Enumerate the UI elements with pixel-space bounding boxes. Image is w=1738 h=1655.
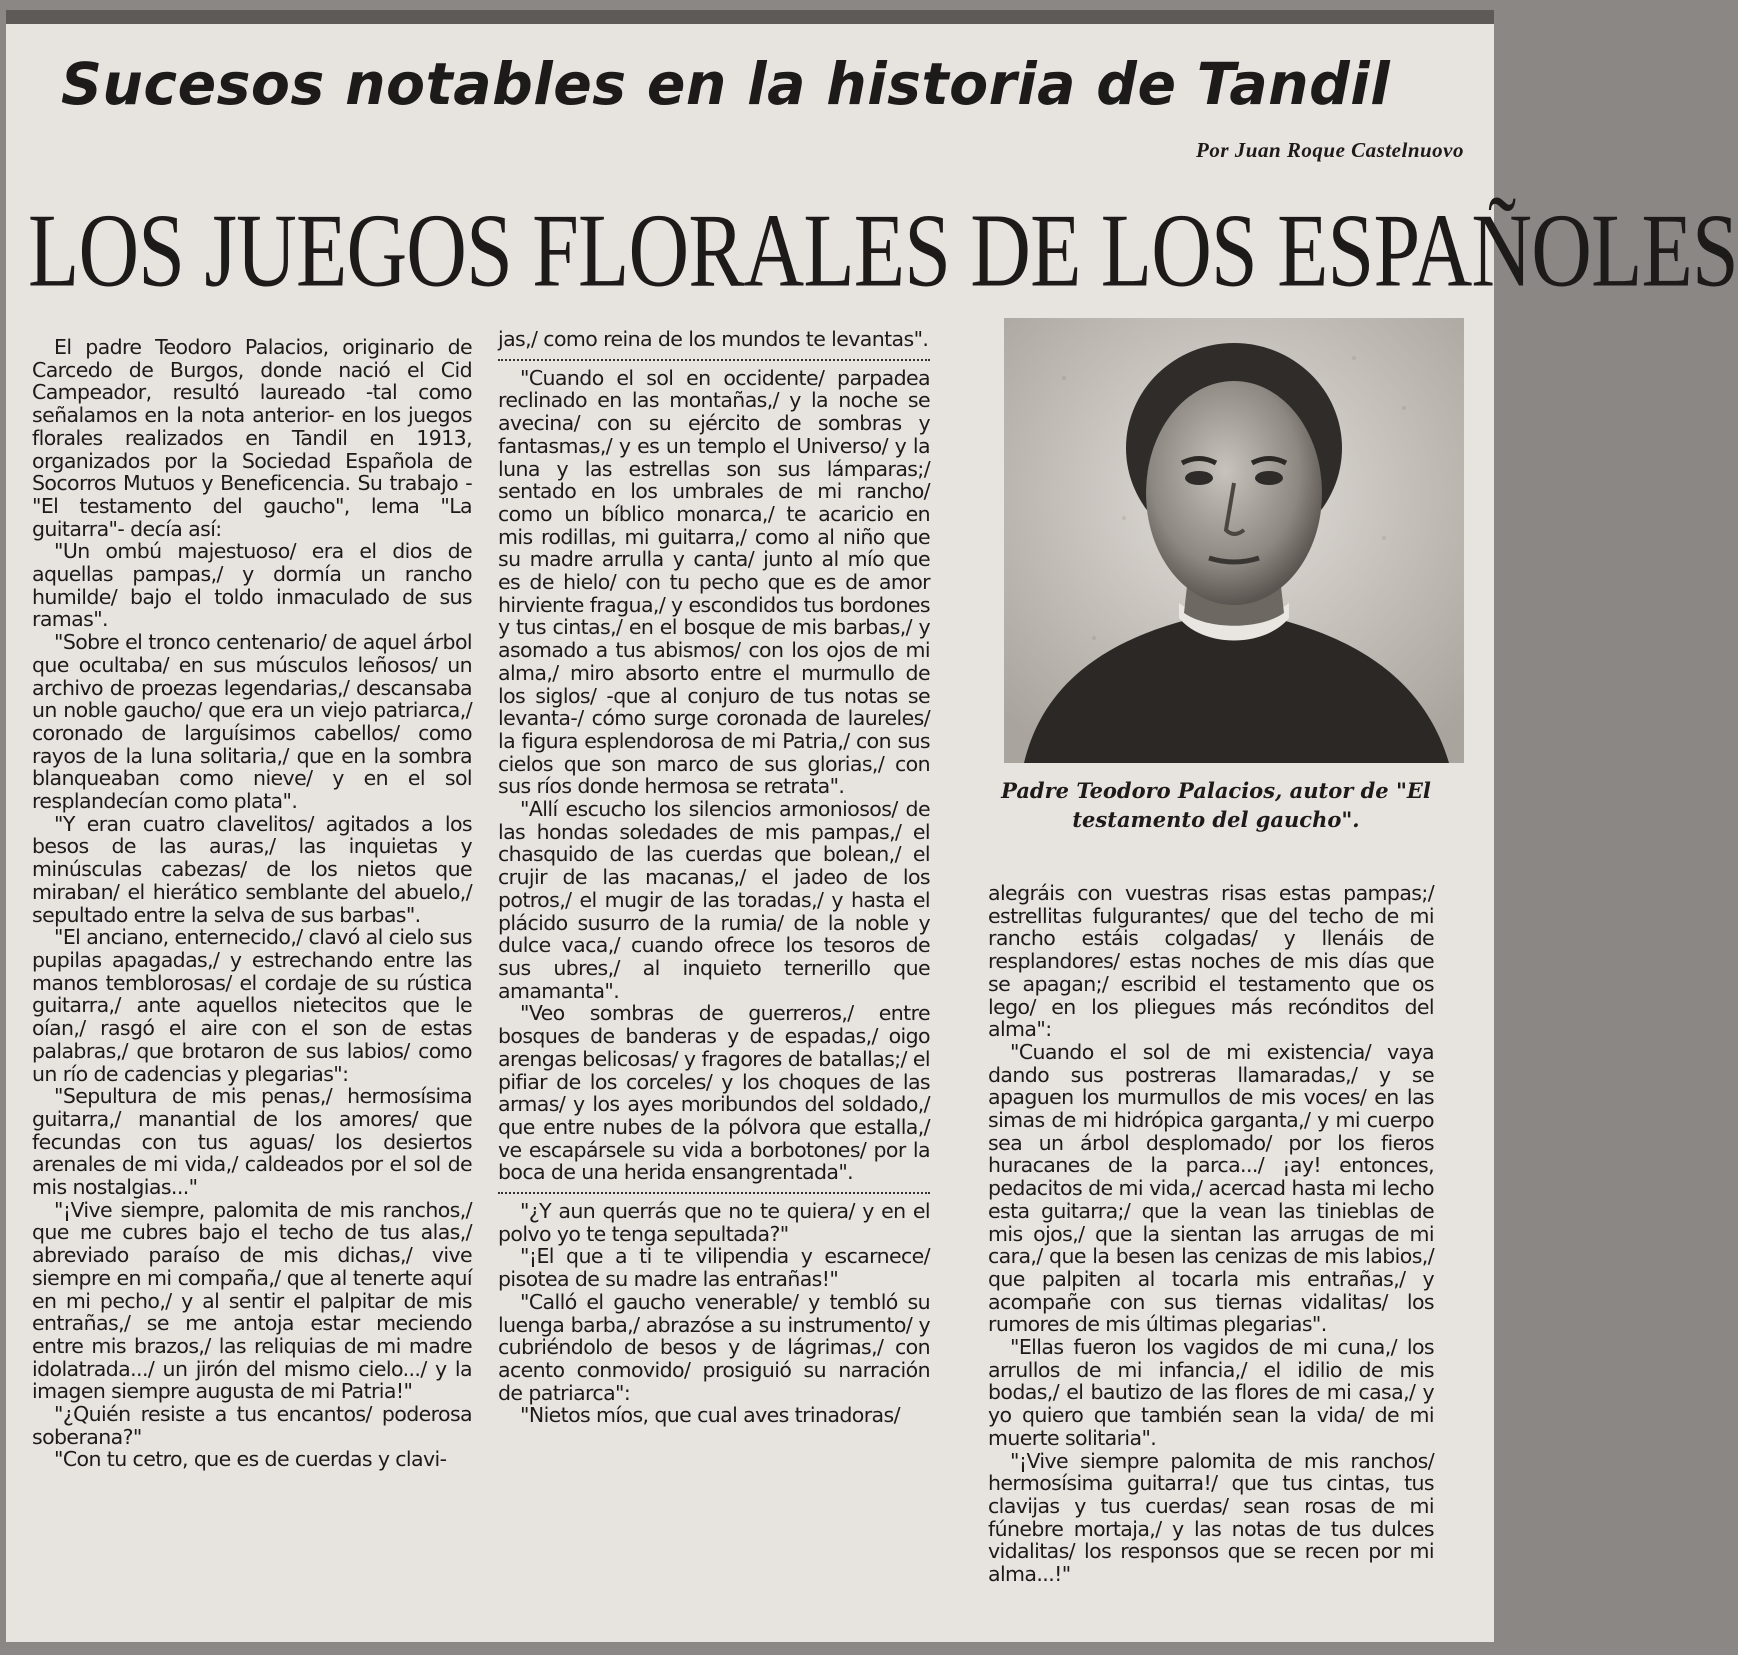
series-headline: Sucesos notables en la historia de Tandil	[61, 50, 1391, 118]
priest-portrait-icon	[1004, 318, 1464, 763]
article-title: LOS JUEGOS FLORALES DE LOS ESPAÑOLES	[28, 192, 1738, 309]
paragraph: "Un ombú majestuoso/ era el dios de aquellas pampas,/ y dormía un rancho humilde/ bajo el toldo inmaculado de sus ramas".	[32, 539, 472, 632]
paragraph: "¡Vive siempre palomita de mis ranchos/ hermosísima guitarra!/ que tus cintas, tus clavijas y tus cuerdas/ sean rosas de mi fúnebre mortaja,/ y las notas de tus dulces vidalitas/ los responsos que se recen por mi alma...!"	[988, 1448, 1434, 1587]
paragraph: "Veo sombras de guerreros,/ entre bosques de banderas y de espadas,/ oigo arengas belicosas/ y fragores de batallas;/ el pifiar de los corceles/ y los choques de las armas/ y los ayes moribundos del soldado,/ que entre nubes de la pólvora que estalla,/ ve escapársele su vida a borbotones/ por la boca de una herida ensangrentada".	[498, 1001, 930, 1185]
paragraph: "¿Y aun querrás que no te quiera/ y en el polvo yo te tenga sepultada?"	[498, 1199, 930, 1246]
column-2	[498, 328, 930, 1427]
photo-caption: Padre Teodoro Palacios, autor de "El testamento del gaucho".	[1001, 778, 1431, 832]
paragraph: "Con tu cetro, que es de cuerdas y clavi-	[54, 1447, 447, 1472]
paragraph: alegráis con vuestras risas estas pampas;/ estrellitas fulgurantes/ que del techo de mi rancho estáis colgadas/ y llenáis de resplandores/ estas noches de mis días que se apagan;/ escribid el testamento que os lego/ en los pliegues más recónditos del alma":	[988, 881, 1434, 1042]
top-border	[6, 10, 1494, 24]
paragraph: "Y eran cuatro clavelitos/ agitados a los besos de las auras,/ las inquietas y minúsculas cabezas/ de los nietos que miraban/ el hierático semblante del abuelo,/ sepultado entre la selva de sus barbas".	[32, 811, 472, 927]
paragraph: "Ellas fueron los vagidos de mi cuna,/ los arrullos de mi infancia,/ el idilio de mis bodas,/ el bautizo de las flores de mi casa,/ y yo quiero que también sean la vida/ de mi muerte solitaria".	[988, 1335, 1434, 1450]
portrait-photo	[1004, 318, 1464, 763]
paragraph: "Cuando el sol en occidente/ parpadea reclinado en las montañas,/ y la noche se avecina/ con su ejército de sombras y fantasmas,/ y es un templo el Universo/ y la luna y las estrellas son sus lámparas;/ sentado en los umbrales de mi rancho/ como un bíblico monarca,/ te acaricio en mis rodillas, mi guitarra,/ como al niño que su madre arrulla y canta/ junto al mío que es de hielo/ con tu pecho que es de amor hirviente fragua,/ y escondidos tus bordones y tus cintas,/ en el bosque de mis barbas,/ y asomado a tus abismos/ con los ojos de mi alma,/ miro absorto entre el murmullo de los siglos/ -que al conjuro de tus notas se levanta-/ cómo surge coronada de laureles/ la figura esplendorosa de mi Patria,/ con sus cielos que son marco de sus glorias,/ con sus ríos donde hermosa se retrata".	[498, 365, 930, 799]
paragraph: "Sepultura de mis penas,/ hermosísima guitarra,/ manantial de los amores/ que fecundas con tus aguas/ los desiertos arenales de mi vida,/ caldeados por el sol de mis nostalgias..."	[32, 1084, 472, 1200]
dotted-separator	[498, 1188, 930, 1194]
dotted-separator	[498, 355, 930, 361]
paragraph: "¡El que a ti te vilipendia y escarnece/ pisotea de su madre las entrañas!"	[498, 1244, 930, 1292]
paragraph: "Sobre el tronco centenario/ de aquel árbol que ocultaba/ en sus músculos leñosos/ un archivo de proezas legendarias,/ descansaba un noble gaucho/ que era un viejo patriarca,/ coronado de larguísimos cabellos/ como rayos de la luna solitaria,/ que en la sombra blanqueaban como nieve/ y en el sol resplandecían como plata".	[32, 630, 472, 814]
paragraph: "¡Vive siempre, palomita de mis ranchos,/ que me cubres bajo el techo de tus alas,/ abreviado paraíso de mis dichas,/ vive siempre en mi compaña,/ que al tenerte aquí en mi pecho,/ y al sentir el palpitar de mis entrañas,/ se me antoja estar meciendo entre mis brazos,/ las reliquias de mi madre idolatrada.../ un jirón del mismo cielo.../ y la imagen siempre augusta de mi Patria!"	[32, 1197, 472, 1404]
byline: Por Juan Roque Castelnuovo	[1196, 138, 1464, 162]
paragraph: "¿Quién resiste a tus encantos/ poderosa soberana?"	[32, 1402, 472, 1449]
column-1	[32, 336, 472, 1471]
paragraph: "Calló el gaucho venerable/ y tembló su luenga barba,/ abrazóse a su instrumento/ y cubriéndolo de besos y de lágrimas,/ con acento conmovido/ prosiguió su narración de patriarca":	[498, 1289, 930, 1405]
paragraph: "Allí escucho los silencios armoniosos/ de las hondas soledades de mis pampas,/ el chasquido de las cuerdas que bolean,/ el crujir de las macanas,/ el jadeo de los potros,/ el mugir de las toradas,/ y hasta el plácido susurro de la rumia/ de la noble y dulce vaca,/ cuando ofrece los tesoros de sus ubres,/ al inquieto ternerillo que amamanta".	[498, 797, 930, 1003]
paragraph: "Nietos míos, que cual aves trinadoras/	[520, 1403, 900, 1428]
paragraph: "El anciano, enternecido,/ clavó al cielo sus pupilas apagadas,/ y estrechando entre las manos temblorosas/ el cordaje de su rústica guitarra,/ ante aquellos nietecitos que le oían,/ rasgó el aire con el son de estas palabras,/ que brotaron de sus labios/ como un río de cadencias y plegarias":	[32, 925, 472, 1086]
newspaper-page	[6, 10, 1738, 1642]
column-3	[988, 882, 1434, 1586]
paragraph: "Cuando el sol de mi existencia/ vaya dando sus postreras llamaradas,/ y se apaguen los murmullos de mis voces/ en las simas de mi hidrópica garganta,/ y mi cuerpo sea un árbol desplomado/ por los fieros huracanes de la parca.../ ¡ay! entonces, pedacitos de mi vida,/ acercad hasta mi lecho esta guitarra;/ que la vean las tinieblas de mis ojos,/ que la sientan las arrugas de mi cara,/ que la besen las cenizas de mis labios,/ que palpiten al tocarla mis entrañas,/ y acompañe con sus tiernas vidalitas/ los rumores de mis últimas plegarias".	[988, 1039, 1434, 1337]
paragraph: jas,/ como reina de los mundos te levantas".	[498, 327, 929, 351]
paragraph: El padre Teodoro Palacios, originario de Carcedo de Burgos, donde nació el Cid Campeador, resultó laureado -tal como señalamos en la nota anterior- en los juegos florales realizados en Tandil en 1913, organizados por la Sociedad Española de Socorros Mutuos y Beneficencia. Su trabajo -"El testamento del gaucho", lema "La guitarra"- decía así:	[32, 335, 472, 541]
